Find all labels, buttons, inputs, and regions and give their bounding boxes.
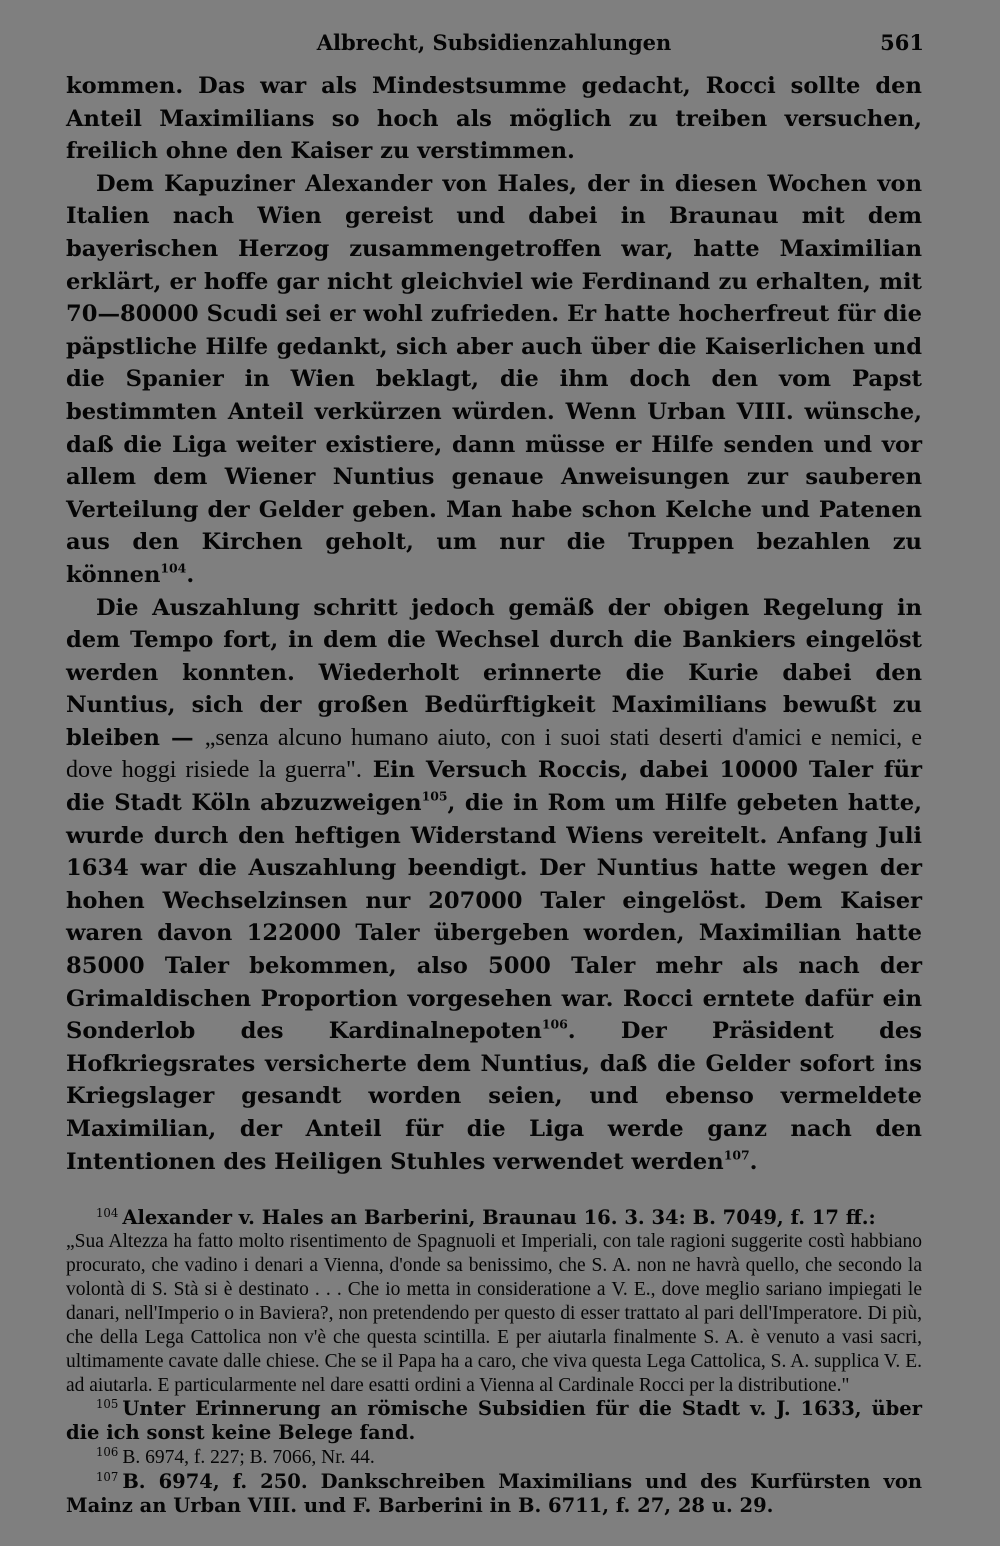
paragraph-3 <box>66 592 922 1179</box>
paragraph-2-text: Dem Kapuziner Alexander von Hales, der in diesen Wochen von Italien nach Wien gereist und dabei in Braunau mit dem bayerischen Herzog zusammengetroffen war, hatte Maximilian erklärt, er hoffe gar nicht gleichviel wie Ferdinand zu erhalten, mit 70—80000 Scudi sei er wohl zufrieden. Er hatte hocherfreut für die päpstliche Hilfe gedankt, sich aber auch über die Kaiserlichen und die Spanier in Wien beklagt, die ihm doch den vom Papst bestimmten Anteil verkürzen würden. Wenn Urban VIII. wünsche, daß die Liga weiter existiere, dann müsse er Hilfe senden und vor allem dem Wiener Nuntius genaue Anweisungen zur sauberen Verteilung der Gelder geben. Man habe schon Kelche und Patenen aus den Kirchen geholt, um nur die Truppen bezahlen zu können <box>66 170 922 588</box>
footnote-106 <box>66 1445 922 1470</box>
footnote-107-number: 107 <box>96 1470 119 1485</box>
paragraph-1 <box>66 70 922 168</box>
footnote-105-text: Unter Erinnerung an römische Subsidien für die Stadt v. J. 1633, über die ich sonst keine Belege fand. <box>66 1397 922 1445</box>
main-text <box>66 70 922 1178</box>
footnote-ref-105: 105 <box>421 788 448 804</box>
running-head <box>66 22 922 62</box>
paragraph-3-text-a: Die Auszahlung schritt jedoch gemäß der obigen Regelung in dem Tempo fort, in dem die Wechsel durch die Bankiers eingelöst werden konnten. Wiederholt erinnerte die Kurie dabei den Nuntius, sich der großen Bedürftigkeit Maximilians bewußt zu bleiben — <box>66 594 922 751</box>
footnote-107-text: B. 6974, f. 250. Dankschreiben Maximilians und des Kurfürsten von Mainz an Urban VIII. und F. Barberini in B. 6711, f. 27, 28 u. 29. <box>66 1470 922 1518</box>
latin-quotation: „senza alcuno humano aiuto, con i suoi stati deserti d'amici e nemici, e dove hoggi risiede la guerra". <box>66 724 922 784</box>
paragraph-2-end: . <box>186 561 195 588</box>
footnote-ref-107: 107 <box>723 1147 750 1163</box>
paragraph-3-end: . <box>749 1148 758 1175</box>
running-head-title: Albrecht, Subsidienzahlungen <box>316 30 672 55</box>
footnote-105 <box>66 1397 922 1445</box>
footnote-104-quote: „Sua Altezza ha fatto molto risentimento de Spagnuoli et Imperiali, con tale ragioni suggerite costì habbiano procurato, che vadino i denari a Vienna, d'onde sa benissimo, che S. A. non ne havrà quello, che secondo la volontà di S. Stà si è destinato . . . Che io metta in consideratione a V. E., dove meglio sariano impiegati le danari, nell'Imperio o in Baviera?, non pretendendo per questo di esser trattato al pari dell'Imperatore. Di più, che della Lega Cattolica non v'è che questa scintilla. E per aiutarla finalmente S. A. è venuto a vasi sacri, ultimamente cavate dalle chiese. Che se il Papa ha a caro, che viva questa Lega Cattolica, S. A. supplica V. E. ad aiutarla. E particularmente nel dare esatti ordini a Vienna al Cardinale Rocci per la distributione." <box>66 1231 922 1396</box>
paragraph-1-text: kommen. Das war als Mindestsumme gedacht, Rocci sollte den Anteil Maximilians so hoch als möglich zu treiben versuchen, freilich ohne den Kaiser zu verstimmen. <box>66 73 922 165</box>
footnote-104-text: Alexander v. Hales an Barberini, Braunau 16. 3. 34: B. 7049, f. 17 ff.: <box>122 1206 876 1230</box>
paragraph-3-text-c: , die in Rom um Hilfe gebeten hatte, wurde durch den heftigen Widerstand Wiens vereitelt. Anfang Juli 1634 war die Auszahlung beendigt. Der Nuntius hatte wegen der hohen Wechselzinsen nur 207000 Taler eingelöst. Dem Kaiser waren davon 122000 Taler übergeben worden, Maximilian hatte 85000 Taler bekommen, also 5000 Taler mehr als nach der Grimaldischen Proportion vorgesehen war. Rocci erntete dafür ein Sonderlob des Kardinalnepoten <box>66 790 923 1045</box>
footnote-107 <box>66 1470 922 1518</box>
footnote-ref-106: 106 <box>541 1016 568 1032</box>
paragraph-3-text-d: . Der Präsident des Hofkriegsrates versicherte dem Nuntius, daß die Gelder sofort ins Kriegslager gesandt worden seien, und ebenso vermeldete Maximilian, der Anteil für die Liga werde ganz nach den Intentionen des Heiligen Stuhles verwendet werden <box>66 1018 922 1175</box>
footnote-ref-104: 104 <box>160 560 187 576</box>
footnote-104 <box>66 1206 922 1230</box>
footnote-105-number: 105 <box>96 1397 119 1412</box>
page-number: 561 <box>880 30 924 55</box>
footnote-106-text: B. 6974, f. 227; B. 7066, Nr. 44. <box>122 1447 375 1469</box>
footnote-106-number: 106 <box>96 1445 119 1460</box>
footnote-104-number: 104 <box>96 1206 119 1221</box>
footnotes <box>66 1206 922 1518</box>
paragraph-2 <box>66 168 922 592</box>
paragraph-3-text-b: Ein Versuch Roccis, dabei 10000 Taler für die Stadt Köln abzuzweigen <box>66 757 922 817</box>
